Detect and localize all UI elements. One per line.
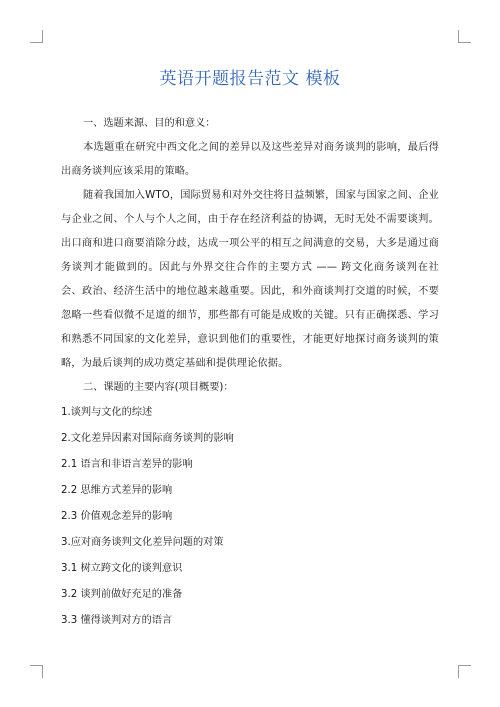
- outline-item-2-2: 2.2 思维方式差异的影响: [61, 485, 173, 496]
- crop-mark-bottom-right: [458, 665, 471, 678]
- paragraph-2: 随着我国加入WTO，国际贸易和对外交往将日益频繁，国家与国家之间、企业与企业之间、个人与个人之间，由于存在经济利益的协调，无时无处不需要谈判。出口商和进口商要消除分歧，达成一项公平的相互之间满意的交易，大多是通过商务谈判才能做到的。因此与外界交往合作的主要方式 —— 跨文化商务谈判在社会、政治、经济生活中的地位越来越重要。因此，和外商谈判打交道的时候，不要忽略一些看似微不足道的细节，那些都有可能是成败的关键。只有正确探悉、学习和熟悉不同国家的文化差异，意识到他们的重要性，才能更好地探讨商务谈判的策略，为最后谈判的成功奠定基础和提供理论依据。: [61, 190, 439, 369]
- outline-item-2-1: 2.1 语言和非语言差异的影响: [61, 459, 193, 470]
- outline-item-3-1: 3.1 树立跨文化的谈判意识: [61, 563, 183, 574]
- paragraph-1: 本选题重在研究中西文化之间的差异以及这些差异对商务谈判的影响，最后得出商务谈判应该采用的策略。: [61, 142, 439, 177]
- outline-item-3: 3.应对商务谈判文化差异问题的对策: [61, 537, 224, 548]
- section-heading-2: 二、课题的主要内容(项目概要)：: [83, 382, 234, 393]
- outline-item-1: 1.谈判与文化的综述: [61, 407, 153, 418]
- section-heading-1: 一、选题来源、目的和意义：: [83, 118, 216, 129]
- outline-item-2: 2.文化差异因素对国际商务谈判的影响: [61, 433, 234, 444]
- outline-item-3-2: 3.2 谈判前做好充足的准备: [61, 589, 183, 600]
- outline-item-3-3: 3.3 懂得谈判对方的语言: [61, 615, 173, 626]
- document-title: 英语开题报告范文 模板: [159, 69, 341, 89]
- crop-mark-top-right: [458, 30, 471, 43]
- crop-mark-bottom-left: [30, 665, 43, 678]
- document-body: [61, 112, 439, 634]
- outline-item-2-3: 2.3 价值观念差异的影响: [61, 511, 173, 522]
- crop-mark-top-left: [30, 30, 43, 43]
